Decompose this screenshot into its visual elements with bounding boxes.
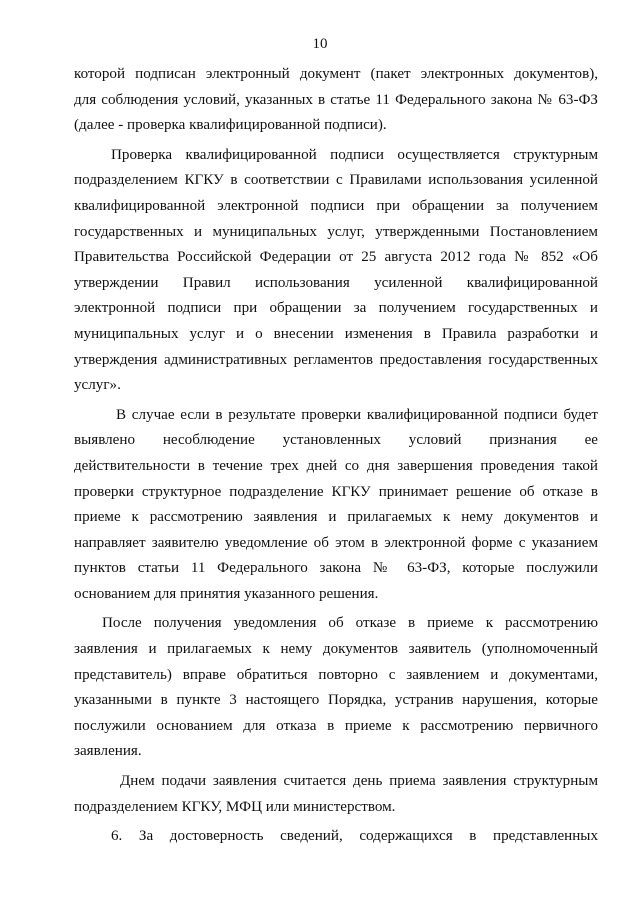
text-line: утверждении Правил использования усиленной квалифицированной bbox=[74, 274, 598, 291]
text-line: Днем подачи заявления считается день приема заявления структурным bbox=[120, 773, 598, 790]
page-number: 10 bbox=[312, 36, 328, 52]
text-line: приеме к рассмотрению заявления и прилагаемых к нему документов и bbox=[74, 509, 598, 526]
text-line: Проверка квалифицированной подписи осуществляется структурным bbox=[111, 146, 598, 163]
text-line: услуг». bbox=[74, 377, 121, 394]
text-line: выявлено несоблюдение установленных условий признания ее bbox=[74, 432, 598, 449]
text-line: квалифицированной электронной подписи при обращении за получением bbox=[74, 197, 598, 214]
text-line: направляет заявителю уведомление об этом в электронной форме с указанием bbox=[74, 534, 598, 551]
text-line: 6. За достоверность сведений, содержащихся в представленных bbox=[111, 828, 598, 845]
text-line: основанием для принятия указанного решения. bbox=[74, 585, 379, 602]
text-line: проверки структурное подразделение КГКУ принимает решение об отказе в bbox=[74, 483, 598, 500]
text-line: представитель) вправе обратиться повторно с заявлением и документами, bbox=[74, 666, 598, 683]
text-line: пунктов статьи 11 Федерального закона № 63-ФЗ, которые послужили bbox=[74, 560, 598, 577]
text-line: подразделением КГКУ, МФЦ или министерством. bbox=[74, 798, 396, 815]
text-line: утверждения административных регламентов предоставления государственных bbox=[74, 351, 598, 368]
text-line: (далее - проверка квалифицированной подписи). bbox=[74, 117, 387, 134]
text-line: В случае если в результате проверки квалифицированной подписи будет bbox=[116, 406, 598, 423]
text-line: государственных и муниципальных услуг, утвержденными Постановлением bbox=[74, 223, 598, 240]
document-body bbox=[74, 62, 598, 850]
text-line: подразделением КГКУ в соответствии с Правилами использования усиленной bbox=[74, 172, 598, 189]
text-line: указанными в пункте 3 настоящего Порядка, устранив нарушения, которые bbox=[74, 692, 598, 709]
text-line: муниципальных услуг и о внесении изменения в Правила разработки и bbox=[74, 325, 598, 342]
text-line: заявления и прилагаемых к нему документов заявитель (уполномоченный bbox=[74, 641, 598, 658]
text-line: Правительства Российской Федерации от 25 августа 2012 года № 852 «Об bbox=[74, 249, 598, 266]
text-line: После получения уведомления об отказе в приеме к рассмотрению bbox=[102, 615, 598, 632]
text-line: заявления. bbox=[74, 743, 142, 760]
text-line: электронной подписи при обращении за получением государственных и bbox=[74, 300, 598, 317]
text-line: действительности в течение трех дней со дня завершения проведения такой bbox=[74, 457, 598, 474]
text-line: которой подписан электронный документ (пакет электронных документов), bbox=[74, 66, 598, 82]
text-line: послужили основанием для отказа в приеме к рассмотрению первичного bbox=[74, 717, 598, 734]
text-line: для соблюдения условий, указанных в статье 11 Федерального закона № 63-ФЗ bbox=[74, 91, 598, 108]
